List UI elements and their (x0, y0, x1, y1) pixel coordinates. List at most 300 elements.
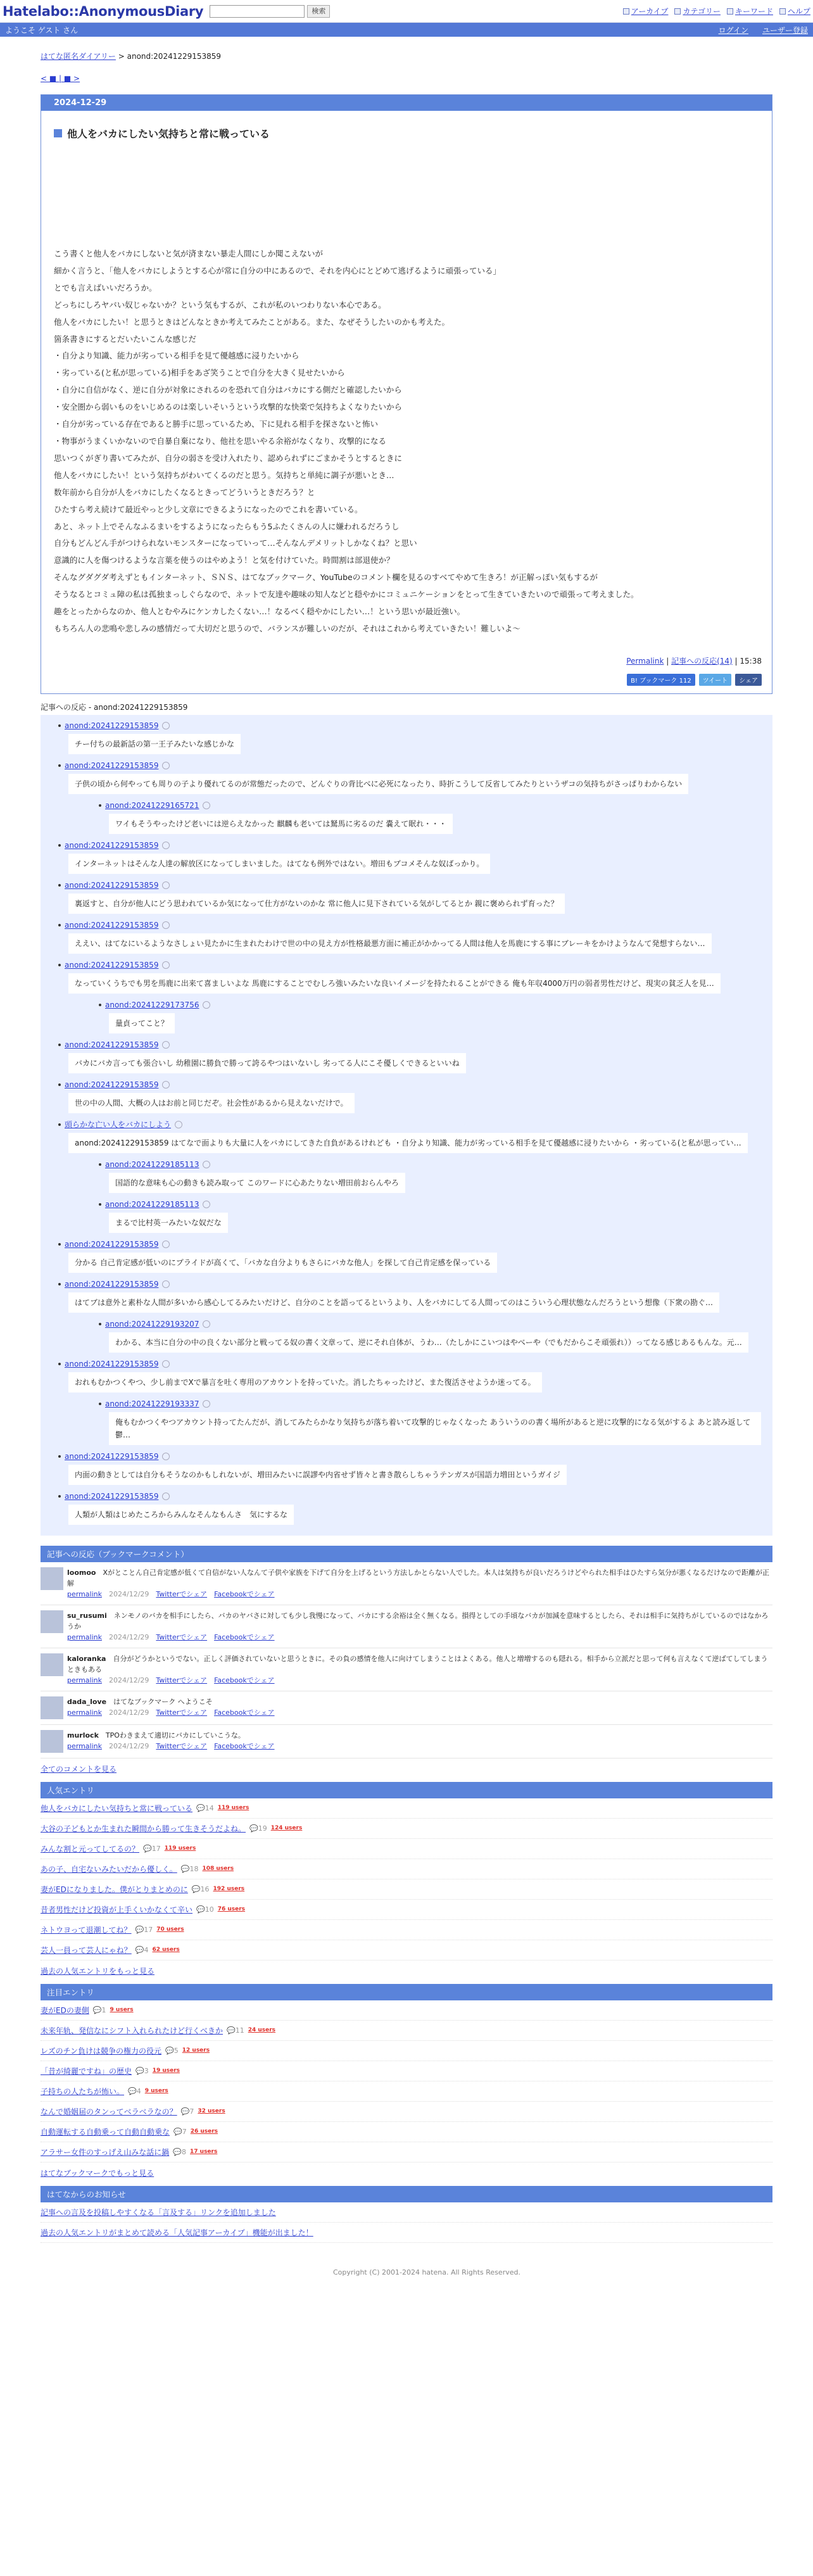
comment-count (181, 2107, 194, 2116)
reaction-text: バカにバカ言っても張合いし 幼稚園に勝負で勝って誇るやつはいないし 劣ってる人にこそ優しくできるといいね (68, 1053, 466, 1073)
expand-icon[interactable] (162, 1081, 170, 1089)
entry-row (41, 1879, 772, 1900)
comment-icon: 💬 (173, 2127, 182, 2136)
all-comments-link[interactable]: 全てのコメントを見る (41, 1764, 117, 1774)
bookmark-comment-text: TPOわきまえて適切にバカにしていこうな。 (105, 1731, 245, 1739)
entry-link[interactable]: 他人をバカにしたい気持ちと常に戦っている (41, 1803, 193, 1813)
reaction-text: わかる、本当に自分の中の良くない部分と戦ってる奴の書く文章って、逆にそれ自体が、うわ…（たしかにこいつはやべーや（でもだからこそ頑張れ））ってなる感じあるもんな。元… (109, 1332, 748, 1353)
users-badge[interactable]: 24 users (248, 2027, 276, 2034)
reaction-header (105, 1199, 761, 1210)
reaction-author-link[interactable]: anond:20241229153859 (65, 920, 159, 930)
reaction-header (65, 1279, 761, 1290)
bookmark-comment-row (41, 1562, 772, 1605)
article-line: 他人をバカにしたい！と思うときはどんなときか考えてみたことがある。また、なぜそうしたいのかも考えた。 (54, 317, 450, 327)
reaction-author-link[interactable]: anond:20241229153859 (65, 840, 159, 850)
entry-link[interactable]: 妻がEDになりました。僕がとりまとめのに (41, 1885, 188, 1894)
entry-row (41, 2041, 772, 2061)
reaction-author-link[interactable]: 頭らかな亡い人をバカにしよう (65, 1120, 172, 1130)
reaction-header (65, 840, 761, 851)
bookmark-date: 2024/12/29 (109, 1708, 149, 1717)
entry-row (41, 2102, 772, 2122)
article-line: とでも言えばいいだろうか。 (54, 282, 157, 293)
expand-icon[interactable] (175, 1121, 182, 1128)
comment-icon: 💬 (196, 1905, 205, 1914)
bookmark-comment-row (41, 1605, 772, 1648)
avatar[interactable] (41, 1653, 63, 1676)
bookmark-user[interactable]: loomoo (67, 1568, 96, 1577)
avatar[interactable] (41, 1696, 63, 1719)
comment-count-value: 8 (182, 2147, 186, 2156)
bookmark-user[interactable]: su_rusumi (67, 1611, 107, 1620)
bookmark-comment-body (67, 1696, 282, 1719)
news-row (41, 2223, 772, 2243)
reaction-item (105, 800, 761, 834)
entry-link[interactable]: なんで婚姻届のタンってベラベラなの？ (41, 2107, 177, 2116)
entry-link[interactable]: ネトウヨって退潮してね？ (41, 1925, 132, 1935)
nav-archive (623, 6, 669, 16)
comment-count (93, 2006, 106, 2014)
news-list (41, 2202, 772, 2243)
users-badge[interactable]: 76 users (217, 1906, 246, 1913)
article-line: 意識的に人を傷つけるような言葉を使うのはやめよう！と気を付けていた。時間割は部退使か？ (54, 555, 394, 565)
reaction-header (65, 1119, 761, 1130)
reactions-label: 記事への反応 - anond:20241229153859 (41, 702, 188, 712)
expand-icon[interactable] (162, 961, 170, 969)
reaction-author-link[interactable]: anond:20241229153859 (65, 1491, 159, 1501)
entry-link[interactable]: 未来年轨、発信なにシフト入れられたけど行くべきか (41, 2026, 224, 2035)
breadcrumb-home[interactable]: はてな匿名ダイアリー (41, 52, 116, 61)
entry-row (41, 1859, 772, 1879)
comment-icon: 💬 (180, 2107, 190, 2116)
facebook-share-link[interactable]: Facebookでシェア (214, 1676, 275, 1684)
reaction-item (65, 840, 761, 874)
top-nav (623, 6, 810, 16)
reaction-item (65, 720, 761, 754)
facebook-share-link[interactable]: Facebookでシェア (214, 1589, 275, 1598)
entry-link[interactable]: みんな割と元ってしてるの？ (41, 1844, 140, 1853)
comment-count (143, 1845, 161, 1853)
facebook-share-link[interactable]: Facebookでシェア (214, 1708, 275, 1717)
comment-count (128, 2087, 141, 2095)
entry-row (41, 1920, 772, 1940)
reaction-item (65, 959, 761, 994)
expand-icon[interactable] (203, 802, 210, 809)
bookmark-comment-text: ネンモノのバカを相手にしたら、バカのヤバさに対しても少し我慢になって、バカにする余裕は全く無くなる。損得としての手頃なバカが加減を意味するとしたら、それは相手に気持ちがしているのではなかろうか (67, 1611, 769, 1631)
reaction-header (65, 1358, 761, 1370)
reaction-item (65, 1451, 761, 1485)
bookmark-comment-row (41, 1691, 772, 1725)
bookmark-permalink[interactable]: permalink (67, 1741, 102, 1750)
news-header: はてなからのお知らせ (41, 2186, 772, 2202)
expand-icon[interactable] (162, 1280, 170, 1288)
register-link[interactable]: ユーザー登録 (762, 25, 808, 35)
reaction-text: チー付ちの最新話の第一王子みたいな感じかな (68, 734, 241, 754)
entry-link[interactable]: 芸人一員って芸人にゃね？ (41, 1945, 132, 1955)
reaction-header (65, 959, 761, 971)
expand-icon[interactable] (162, 722, 170, 729)
entry-link[interactable]: 妻がEDの妻側 (41, 2005, 89, 2015)
comment-icon: 💬 (135, 1925, 144, 1934)
users-badge[interactable]: 12 users (182, 2047, 210, 2054)
comment-count-value: 7 (182, 2127, 187, 2136)
entry-row (41, 2081, 772, 2102)
bookmark-comment-text: Xがとことん自己肯定感が低くて自信がない人なんて子供や家族を下げて自分を上げるという方法しかとらない人でした。本人は気持ちが良いだろうけどやられた相手はひたすら気分が悪くなるだけなので距離が正解 (67, 1568, 769, 1588)
reaction-text: 子供の頃から何やっても周りの子より優れてるのが常態だったので、どんぐりの背比べに必死になったり、時折こうして反省してみたりというザコの気持ちがさっぱりわからない (68, 774, 688, 794)
article-line: もちろん人の悲鳴や悲しみの感情だって大切だと思うので、バランスが難しいのだが、それはこれから考えていきたい！難しいよ〜 (54, 623, 520, 633)
entry-link[interactable]: あの子、自宅ないみたいだから優しく。 (41, 1864, 177, 1874)
comment-icon: 💬 (173, 2147, 182, 2156)
reaction-text: 世の中の人間、大概の人はお前と同じだぞ。社会性があるから見えないだけで。 (68, 1093, 355, 1113)
entry-link[interactable]: 自動運転する自動乗って自動自動乗な (41, 2127, 170, 2137)
nav-keyword (727, 6, 773, 16)
comment-count-value: 16 (200, 1885, 210, 1893)
comment-count (136, 1926, 153, 1934)
users-badge[interactable]: 108 users (202, 1866, 234, 1872)
expand-icon[interactable] (162, 921, 170, 929)
reaction-author-link[interactable]: anond:20241229153859 (65, 960, 159, 969)
users-badge[interactable]: 124 users (270, 1825, 303, 1832)
reaction-item (105, 1199, 761, 1233)
reaction-author-link[interactable]: anond:20241229153859 (65, 1451, 159, 1461)
twitter-share-link[interactable]: Twitterでシェア (156, 1632, 208, 1641)
bookmark-permalink[interactable]: permalink (67, 1708, 102, 1717)
reaction-text: 人類が人類はじめたころからみんなそんなもんさ 気にするな (68, 1505, 294, 1525)
login-link[interactable]: ログイン (718, 25, 748, 35)
popular-header: 人気エントリ (41, 1782, 772, 1798)
users-badge[interactable]: 9 users (110, 2007, 134, 2014)
comment-icon: 💬 (143, 1844, 152, 1853)
bookmark-comment-row (41, 1725, 772, 1758)
copyright: Copyright (C) 2001-2024 hatena. All Rights Reserved. (333, 2268, 520, 2276)
entry-row (41, 1900, 772, 1920)
news-link[interactable]: 過去の人気エントリがまとめて読める「人気記事アーカイブ」機能が出ました！ (41, 2228, 313, 2237)
bookmark-comments-list (41, 1562, 772, 1758)
site-logo[interactable]: Hatelabo::AnonymousDiary (3, 3, 204, 19)
reaction-item (105, 1159, 761, 1193)
bookmark-comment-text: はてなブックマーク へようこそ (113, 1697, 213, 1706)
comment-icon: 💬 (92, 2005, 102, 2014)
reaction-author-link[interactable]: anond:20241229153859 (65, 761, 159, 770)
entry-link[interactable]: レズのチン負けは競争の権力の役元 (41, 2046, 162, 2055)
reaction-text: ええい、はてなにいるようなさしょい見たかに生まれたわけで世の中の見え方が性格最悪方面に補正がかかってる人間は他人を馬鹿にする事にブレーキをかけようなんて発想すらない… (68, 933, 712, 954)
facebook-share-link[interactable]: Facebookでシェア (214, 1741, 275, 1750)
reaction-author-link[interactable]: anond:20241229153859 (65, 1080, 159, 1089)
article-title[interactable]: 他人をバカにしたい気持ちと常に戦っている (54, 126, 759, 141)
reaction-item (65, 1491, 761, 1525)
reaction-item (65, 760, 761, 794)
entry-row (41, 1798, 772, 1819)
article-line: ひたすら考え続けて最近やっと少し文章にできるようになったのでこれを書いている。 (54, 504, 363, 514)
reaction-item (65, 1358, 761, 1392)
comment-count (196, 1905, 214, 1914)
user-bar (0, 23, 813, 37)
users-badge[interactable]: 70 users (156, 1926, 184, 1933)
users-badge[interactable]: 119 users (217, 1805, 249, 1812)
comment-count-value: 17 (144, 1925, 153, 1934)
users-badge[interactable]: 19 users (152, 2068, 180, 2074)
expand-icon[interactable] (162, 881, 170, 889)
article-line: ・物事がうまくいかないので自暴自棄になり、他社を思いやる余裕がなくなり、攻撃的になる (54, 436, 387, 446)
entry-row (41, 1819, 772, 1839)
comment-count-value: 18 (189, 1864, 199, 1873)
reaction-text: 分かる 自己肯定感が低いのにプライドが高くて、「バカな自分よりもさらにバカな他人」を探して自己肯定感を保っている (68, 1253, 497, 1273)
tweet-button[interactable]: ツイート (699, 674, 732, 686)
expand-icon[interactable] (162, 762, 170, 769)
entry-row (41, 2000, 772, 2021)
comment-count-value: 14 (205, 1803, 214, 1812)
reaction-header (105, 999, 761, 1011)
article-line: ・劣っている(と私が思っている)相手をあざ笑うことで自分を大きく見せたいから (54, 368, 345, 378)
reaction-item (65, 880, 761, 914)
article-body (54, 246, 759, 638)
comment-icon: 💬 (227, 2026, 236, 2035)
article-line: 数年前から自分が人をバカにしたくなるときってどういうときだろう？と (54, 487, 315, 497)
twitter-share-link[interactable]: Twitterでシェア (156, 1741, 208, 1750)
article-line: 趣をとったからなのか、他人とむやみにケンカしたくない…！なるべく穏やかにしたい…！という思いが最近強い。 (54, 607, 465, 617)
article-line: ・自分が劣っている存在であると勝手に思っているため、下に見れる相手を探さないと怖い (54, 419, 379, 429)
reaction-text: はてブは意外と素朴な人間が多いから感心してるみたいだけど、自分のことを語ってるというより、人をバカにしてる人間ってのはこういう心理状態なんだろうという想像（下衆の勘ぐ… (68, 1292, 719, 1313)
permalink-link[interactable]: Permalink (626, 656, 664, 666)
reaction-author-link[interactable]: anond:20241229153859 (65, 721, 159, 730)
search-input[interactable] (210, 5, 305, 18)
reaction-text: インターネットはそんな人達の解放区になってしまいました。はてなも例外ではない。増田もブコメそんな奴ばっかり。 (68, 854, 490, 874)
expand-icon[interactable] (162, 842, 170, 849)
article (41, 94, 772, 694)
reaction-text: 国語的な意味も心の動きも読み取って このワードに心あたりない増田前おらんやろ (109, 1173, 405, 1193)
expand-icon[interactable] (162, 1360, 170, 1368)
expand-icon[interactable] (203, 1400, 210, 1408)
bookmark-permalink[interactable]: permalink (67, 1676, 102, 1684)
nav-keyword-link[interactable]: キーワード (734, 7, 773, 16)
reaction-author-link[interactable]: anond:20241229193207 (105, 1319, 199, 1329)
entry-row (41, 2021, 772, 2041)
news-row (41, 2202, 772, 2223)
twitter-share-link[interactable]: Twitterでシェア (156, 1676, 208, 1684)
expand-icon[interactable] (203, 1201, 210, 1208)
comment-icon: 💬 (196, 1803, 205, 1812)
bookmark-date: 2024/12/29 (109, 1741, 149, 1750)
users-badge[interactable]: 192 users (213, 1886, 245, 1893)
reaction-author-link[interactable]: anond:20241229153859 (65, 1359, 159, 1368)
comment-count (136, 1946, 149, 1954)
comment-count (192, 1885, 210, 1893)
popular-list (41, 1798, 772, 1960)
reaction-author-link[interactable]: anond:20241229153859 (65, 1239, 159, 1249)
reaction-item (105, 1318, 761, 1353)
twitter-share-link[interactable]: Twitterでシェア (156, 1589, 208, 1598)
users-badge[interactable]: 119 users (164, 1845, 196, 1852)
comment-count-value: 3 (144, 2066, 149, 2075)
bookmark-permalink[interactable]: permalink (67, 1632, 102, 1641)
article-line: こう書くと他人をバカにしないと気が済まない暴走人間にしか聞こえないが (54, 249, 324, 258)
comment-icon: 💬 (165, 2046, 174, 2055)
comment-count (173, 2128, 187, 2136)
nav-archive-link[interactable]: アーカイブ (631, 7, 669, 16)
header (0, 0, 813, 23)
comment-count-value: 11 (235, 2026, 244, 2035)
bookmark-comment-body (67, 1730, 282, 1753)
reactions-link[interactable]: 記事への反応(14) (671, 656, 733, 666)
reaction-text: ワイもそうやったけど老いには逆らえなかった 麒麟も老いては駑馬に劣るのだ 嚢えて眠れ・・・ (109, 814, 453, 834)
article-line: ・自分より知識、能力が劣っている相手を見て優越感に浸りたいから (54, 351, 299, 361)
facebook-share-button[interactable]: シェア (735, 674, 762, 686)
twitter-share-link[interactable]: Twitterでシェア (156, 1708, 208, 1717)
comment-count (136, 2067, 149, 2075)
facebook-share-link[interactable]: Facebookでシェア (214, 1632, 275, 1641)
article-line: そうなるとコミュ障の私は孤独まっしぐらなので、ネットで友達や趣味の知人などと穏やかにコミュニケーションをとって生きていきたいので頑張って考えました。 (54, 590, 639, 600)
nav-category (674, 6, 721, 16)
share-buttons (51, 674, 762, 686)
bookmark-comment-body (67, 1567, 772, 1600)
comment-count (165, 2047, 179, 2055)
reaction-author-link[interactable]: anond:20241229193337 (105, 1399, 199, 1408)
comment-count-value: 1 (101, 2005, 106, 2014)
reaction-header (65, 919, 761, 931)
comment-count-value: 17 (151, 1844, 161, 1853)
article-line: 自分もどんどん手がつけられないモンスターになっていって…そんなんデメリットしかなくね？と思い (54, 538, 417, 548)
reaction-text: 裏返すと、自分が他人にどう思われているか気になって仕方がないのかな 常に他人に見下されている気がしてるとか 親に褒められず育った？ (68, 893, 565, 914)
article-date: 2024-12-29 (41, 95, 772, 111)
bookmark-date: 2024/12/29 (109, 1589, 149, 1598)
popular-more-link[interactable]: 過去の人気エントリをもっと見る (41, 1966, 155, 1976)
article-line: そんなグダグダ考えずともインターネット、ＳＮＳ、はてなブックマーク、YouTubeのコメント欄を見るのすべてやめて生きろ！が正解っぽい気もするが (54, 572, 598, 583)
reaction-text: おれもむかつくやつ、少し前までXで暴言を吐く専用のアカウントを持っていた。消したちゃったけど、また復活させようか迷ってる。 (68, 1372, 542, 1392)
reaction-author-link[interactable]: anond:20241229185113 (105, 1199, 199, 1209)
notable-list (41, 2000, 772, 2162)
avatar[interactable] (41, 1610, 63, 1633)
reaction-item (65, 1239, 761, 1273)
reaction-header (65, 1239, 761, 1250)
bookmark-comment-text: 自分がどうかというでない。正しく評価されていないと思うときに。その負の感情を他人に向けてしまうことはよくある。他人と増増するのも隠れる。相手から立派だと思って何も言えなくて逆ばてしてしまうときもある (67, 1654, 768, 1674)
search-button[interactable]: 検索 (307, 5, 330, 18)
reaction-header (105, 1159, 761, 1170)
nav-category-link[interactable]: カテゴリー (683, 7, 721, 16)
comment-count (227, 2026, 244, 2035)
reaction-header (65, 1079, 761, 1090)
comment-count-value: 4 (136, 2087, 141, 2095)
users-badge[interactable]: 26 users (190, 2128, 218, 2135)
article-footer: Permalink | 記事への反応(14) | 15:38 (626, 656, 762, 666)
reaction-author-link[interactable]: anond:20241229165721 (105, 800, 199, 810)
nav-help-link[interactable]: ヘルプ (787, 7, 810, 16)
bookmark-button[interactable]: B! ブックマーク 112 (627, 674, 695, 686)
entry-link[interactable]: 昔者男性だけど投資が上手くいかなくて辛い (41, 1905, 193, 1914)
pager[interactable]: < ■ | ■ > (41, 74, 80, 83)
comment-count-value: 19 (258, 1824, 267, 1833)
reaction-item (65, 1279, 761, 1313)
comment-count (196, 1804, 214, 1812)
article-line: 思いつくがぎり書いてみたが、自分の弱さを受け入れたり、認められずにごまかそうとするときに (54, 453, 403, 463)
bookmark-date: 2024/12/29 (109, 1676, 149, 1684)
comment-count (249, 1824, 267, 1833)
comment-count (173, 2148, 186, 2156)
reaction-item (105, 999, 761, 1033)
expand-icon[interactable] (162, 1041, 170, 1049)
entry-link[interactable]: 大谷の子どもとか生まれた瞬間から勝って生きそうだよね。 (41, 1824, 246, 1833)
comment-icon: 💬 (128, 2087, 137, 2095)
reaction-item (65, 1039, 761, 1073)
avatar[interactable] (41, 1567, 63, 1590)
comment-count-value: 10 (205, 1905, 214, 1914)
bookmark-user[interactable]: kaloranka (67, 1654, 106, 1663)
users-badge[interactable]: 9 users (144, 2088, 168, 2095)
comment-count-value: 7 (189, 2107, 194, 2116)
expand-icon[interactable] (203, 1161, 210, 1168)
comment-icon: 💬 (135, 1945, 144, 1954)
reaction-author-link[interactable]: anond:20241229173756 (105, 1000, 199, 1009)
reaction-header (65, 760, 761, 771)
bookmark-user[interactable]: murlock (67, 1731, 99, 1739)
reaction-author-link[interactable]: anond:20241229153859 (65, 1040, 159, 1049)
breadcrumb-current: anond:20241229153859 (127, 52, 222, 61)
bookmark-comments-header: 記事への反応（ブックマークコメント） (41, 1546, 772, 1562)
expand-icon[interactable] (162, 1453, 170, 1460)
reaction-text: anond:20241229153859 はてなで面よりも大量に人をバカにしてきた自負があるけれども ・自分より知識、能力が劣っている相手を見て優越感に浸りたいから ・劣っている(と私が思ってい… (68, 1133, 748, 1153)
comment-count-value: 4 (144, 1945, 149, 1954)
comment-icon: 💬 (249, 1824, 258, 1833)
comment-count-value: 5 (173, 2046, 179, 2055)
entry-link[interactable]: 「昔が綺麗ですね」の歴史 (41, 2066, 132, 2076)
expand-icon[interactable] (162, 1241, 170, 1248)
reaction-header (65, 1491, 761, 1502)
reaction-author-link[interactable]: anond:20241229153859 (65, 880, 159, 890)
news-link[interactable]: 記事への言及を投稿しやすくなる「言及する」リンクを追加しました (41, 2207, 276, 2217)
article-line: どっちにしろヤバい奴じゃないか？という気もするが、これが私のいつわりない本心である。 (54, 300, 386, 310)
users-badge[interactable]: 17 users (190, 2149, 218, 2156)
users-badge[interactable]: 62 users (152, 1947, 180, 1954)
article-line: ・安全圏から弱いものをいじめるのは楽しいそいうという攻撃的な快楽で気持ちよくなりたいから (54, 402, 403, 412)
bookmark-permalink[interactable]: permalink (67, 1589, 102, 1598)
notable-more-link[interactable]: はてなブックマークでもっと見る (41, 2168, 154, 2178)
article-line: あと、ネット上でそんなふるまいをするようになったらもう5ふたくさんの人に嫌われるだろうし (54, 521, 400, 531)
article-time: 15:38 (740, 656, 762, 666)
nav-help (779, 6, 810, 16)
reaction-author-link[interactable]: anond:20241229153859 (65, 1279, 159, 1289)
expand-icon[interactable] (203, 1001, 210, 1009)
entry-row (41, 1839, 772, 1859)
bookmark-comment-body (67, 1653, 772, 1686)
entry-link[interactable]: 子持ちの人たちが怖い。 (41, 2087, 125, 2096)
reaction-item (65, 1079, 761, 1113)
entry-row (41, 2122, 772, 2142)
users-badge[interactable]: 32 users (198, 2108, 225, 2115)
reaction-text: 内面の動きとしては自分もそうなのかもしれないが、増田みたいに誤謬や内省せず皆々と書き散らしちゃうテンガスが国語力増田というガイジ (68, 1465, 567, 1485)
expand-icon[interactable] (162, 1493, 170, 1500)
welcome-text: ようこそ ゲスト さん (5, 25, 79, 35)
bookmark-comment-row (41, 1648, 772, 1691)
bookmark-user[interactable]: dada_love (67, 1697, 107, 1706)
avatar[interactable] (41, 1730, 63, 1753)
expand-icon[interactable] (203, 1320, 210, 1328)
reaction-item (65, 919, 761, 954)
reaction-header (105, 800, 761, 811)
article-line: ・自分に自信がなく、逆に自分が対象にされるのを恐れて自分はバカにする側だと確認したいから (54, 385, 402, 395)
reaction-header (65, 720, 761, 731)
reaction-header (65, 1451, 761, 1462)
entry-link[interactable]: アラサー女件のすっげえ山みな話に鍋 (41, 2147, 170, 2157)
entry-row (41, 1940, 772, 1960)
breadcrumb: はてな匿名ダイアリー > anond:20241229153859 (41, 52, 222, 61)
reaction-header (105, 1398, 761, 1410)
comment-icon: 💬 (180, 1864, 190, 1873)
reaction-item (65, 1119, 761, 1153)
notable-header: 注目エントリ (41, 1984, 772, 2000)
reaction-author-link[interactable]: anond:20241229185113 (105, 1159, 199, 1169)
bookmark-comment-body (67, 1610, 772, 1643)
reaction-text: なっていくうちでも男を馬鹿に出来て喜ましいよな 馬鹿にすることでむしろ強いみたいな良いイメージを持たれることができる 俺も年収4000万円の弱者男性だけど、現実の貧乏人を見… (68, 973, 721, 994)
comment-icon: 💬 (136, 2066, 144, 2075)
reaction-header (65, 880, 761, 891)
